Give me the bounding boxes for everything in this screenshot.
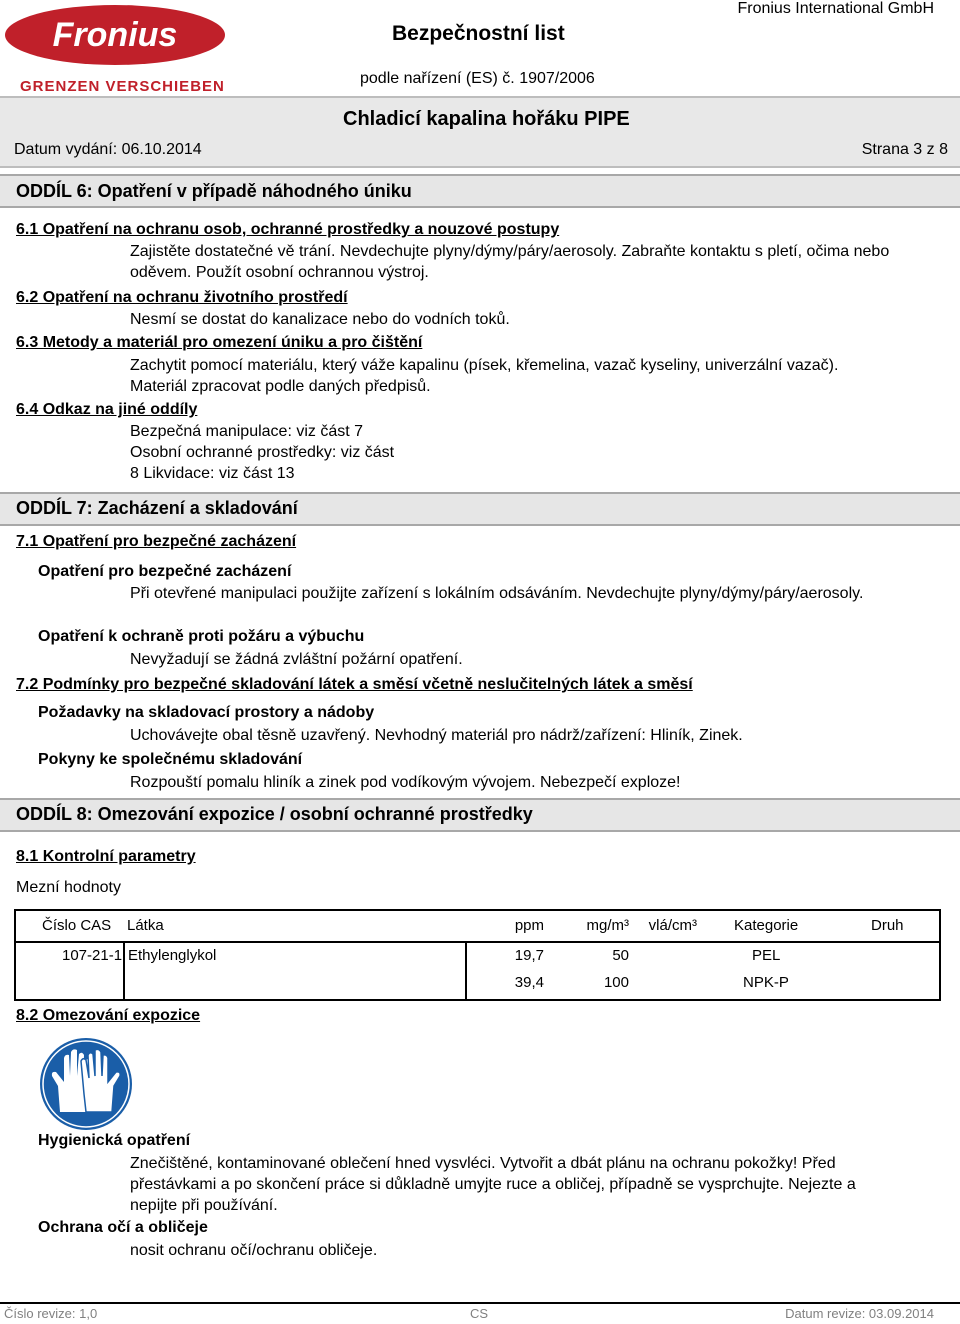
footer-divider xyxy=(0,1302,960,1304)
section-6-title: ODDÍL 6: Opatření v případě náhodného úniku xyxy=(16,181,412,201)
label-joint-storage: Pokyny ke společnému skladování xyxy=(38,751,303,768)
subsection-6-1: 6.1 Opatření na ochranu osob, ochranné prostředky a nouzové postupy xyxy=(16,221,560,238)
section-7-title: ODDÍL 7: Zacházení a skladování xyxy=(16,498,298,518)
text-6-4-a: Bezpečná manipulace: viz část 7 xyxy=(130,423,364,440)
table-cell-ppm-2: 39,4 xyxy=(514,974,544,991)
document-title: Bezpečnostní list xyxy=(392,22,565,45)
subsection-6-4: 6.4 Odkaz na jiné oddíly xyxy=(16,401,198,418)
regulation: podle nařízení (ES) č. 1907/2006 xyxy=(360,70,595,87)
table-cell-category: PEL xyxy=(752,947,781,964)
table-header-type: Druh xyxy=(871,917,904,934)
table-cell-category-2: NPK-P xyxy=(743,974,789,991)
language-code: CS xyxy=(470,1306,489,1321)
text-storage-requirements: Uchovávejte obal těsně uzavřený. Nevhodný materiál pro nádrž/zařízení: Hliník, Zinek. xyxy=(130,727,743,744)
table-header-category: Kategorie xyxy=(734,917,799,934)
table-header-divider xyxy=(16,941,939,943)
tagline: GRENZEN VERSCHIEBEN xyxy=(20,78,225,95)
label-safe-handling: Opatření pro bezpečné zacházení xyxy=(38,563,292,580)
subsection-7-2: 7.2 Podmínky pro bezpečné skladování látek a směsí včetně neslučitelných látek a směsí xyxy=(16,676,693,693)
table-header-cas: Číslo CAS xyxy=(42,917,112,934)
subsection-8-2: 8.2 Omezování expozice xyxy=(16,1007,201,1024)
text-hygiene: Znečištěné, kontaminované oblečení hned vysvléci. Vytvořit a dbát plánu na ochranu pokožky! Před přestávkami a po skončení práce si důkladně umyjte ruce a obličej, případně se vysprchujte. Nejezte a nepijte při používání. xyxy=(130,1155,856,1214)
product-name: Chladicí kapalina hořáku PIPE xyxy=(343,108,630,130)
subsection-7-1: 7.1 Opatření pro bezpečné zacházení xyxy=(16,533,297,550)
text-6-2: Nesmí se dostat do kanalizace nebo do vodních toků. xyxy=(130,311,510,328)
subsection-8-1: 8.1 Kontrolní parametry xyxy=(16,848,196,865)
table-cell-mgm3: 50 xyxy=(612,947,629,964)
exposure-limits-table xyxy=(14,909,941,1001)
table-cell-ppm: 19,7 xyxy=(514,947,544,964)
label-eye-protection: Ochrana očí a obličeje xyxy=(38,1219,208,1236)
revision-number: Číslo revize: 1,0 xyxy=(4,1306,98,1321)
subsection-6-2: 6.2 Opatření na ochranu životního prostředí xyxy=(16,289,348,306)
table-header-fibres: vlá/cm³ xyxy=(648,917,697,934)
table-header-substance: Látka xyxy=(127,917,164,934)
section-8-title: ODDÍL 8: Omezování expozice / osobní ochranné prostředky xyxy=(16,804,533,824)
table-col-divider-1 xyxy=(123,941,125,1001)
text-safe-handling: Při otevřené manipulaci použijte zařízení s lokálním odsáváním. Nevdechujte plyny/dýmy/páry/aerosoly. xyxy=(130,585,864,602)
text-6-1: Zajistěte dostatečné vě trání. Nevdechujte plyny/dýmy/páry/aerosoly. Zabraňte kontaktu s pletí, očima nebo oděvem. Použít osobní ochrannou výstroj. xyxy=(130,243,890,281)
table-cell-substance: Ethylenglykol xyxy=(128,947,217,964)
text-eye-protection: nosit ochranu očí/ochranu obličeje. xyxy=(130,1242,378,1259)
page-number: Strana 3 z 8 xyxy=(861,141,948,158)
text-6-4-c: 8 Likvidace: viz část 13 xyxy=(130,465,295,482)
revision-date: Datum revize: 03.09.2014 xyxy=(785,1306,934,1321)
subsection-6-3: 6.3 Metody a materiál pro omezení úniku a pro čištění xyxy=(16,334,423,351)
limits-label: Mezní hodnoty xyxy=(16,879,121,896)
label-hygiene: Hygienická opatření xyxy=(38,1132,191,1149)
protective-gloves-icon xyxy=(38,1036,134,1132)
table-cell-mgm3-2: 100 xyxy=(603,974,629,991)
text-joint-storage: Rozpouští pomalu hliník a zinek pod vodíkovým vývojem. Nebezpečí exploze! xyxy=(130,774,681,791)
text-6-4-b: Osobní ochranné prostředky: viz část xyxy=(130,444,395,461)
table-header-mgm3: mg/m³ xyxy=(586,917,629,934)
table-cell-cas: 107-21-1 xyxy=(62,947,123,964)
text-6-3: Zachytit pomocí materiálu, který váže kapalinu (písek, křemelina, vazač kyseliny, univerzální vazač). Materiál zpracovat podle daných předpisů. xyxy=(130,357,839,395)
fronius-logo xyxy=(4,4,226,66)
text-fire-protection: Nevyžadují se žádná zvláštní požární opatření. xyxy=(130,651,463,668)
issue-date: Datum vydání: 06.10.2014 xyxy=(14,141,202,158)
label-fire-protection: Opatření k ochraně proti požáru a výbuchu xyxy=(38,628,365,645)
logo-text: Fronius xyxy=(52,16,178,54)
table-header-ppm: ppm xyxy=(514,917,544,934)
company-name: Fronius International GmbH xyxy=(737,0,934,17)
table-col-divider-2 xyxy=(465,941,467,1001)
label-storage-requirements: Požadavky na skladovací prostory a nádoby xyxy=(38,704,375,721)
